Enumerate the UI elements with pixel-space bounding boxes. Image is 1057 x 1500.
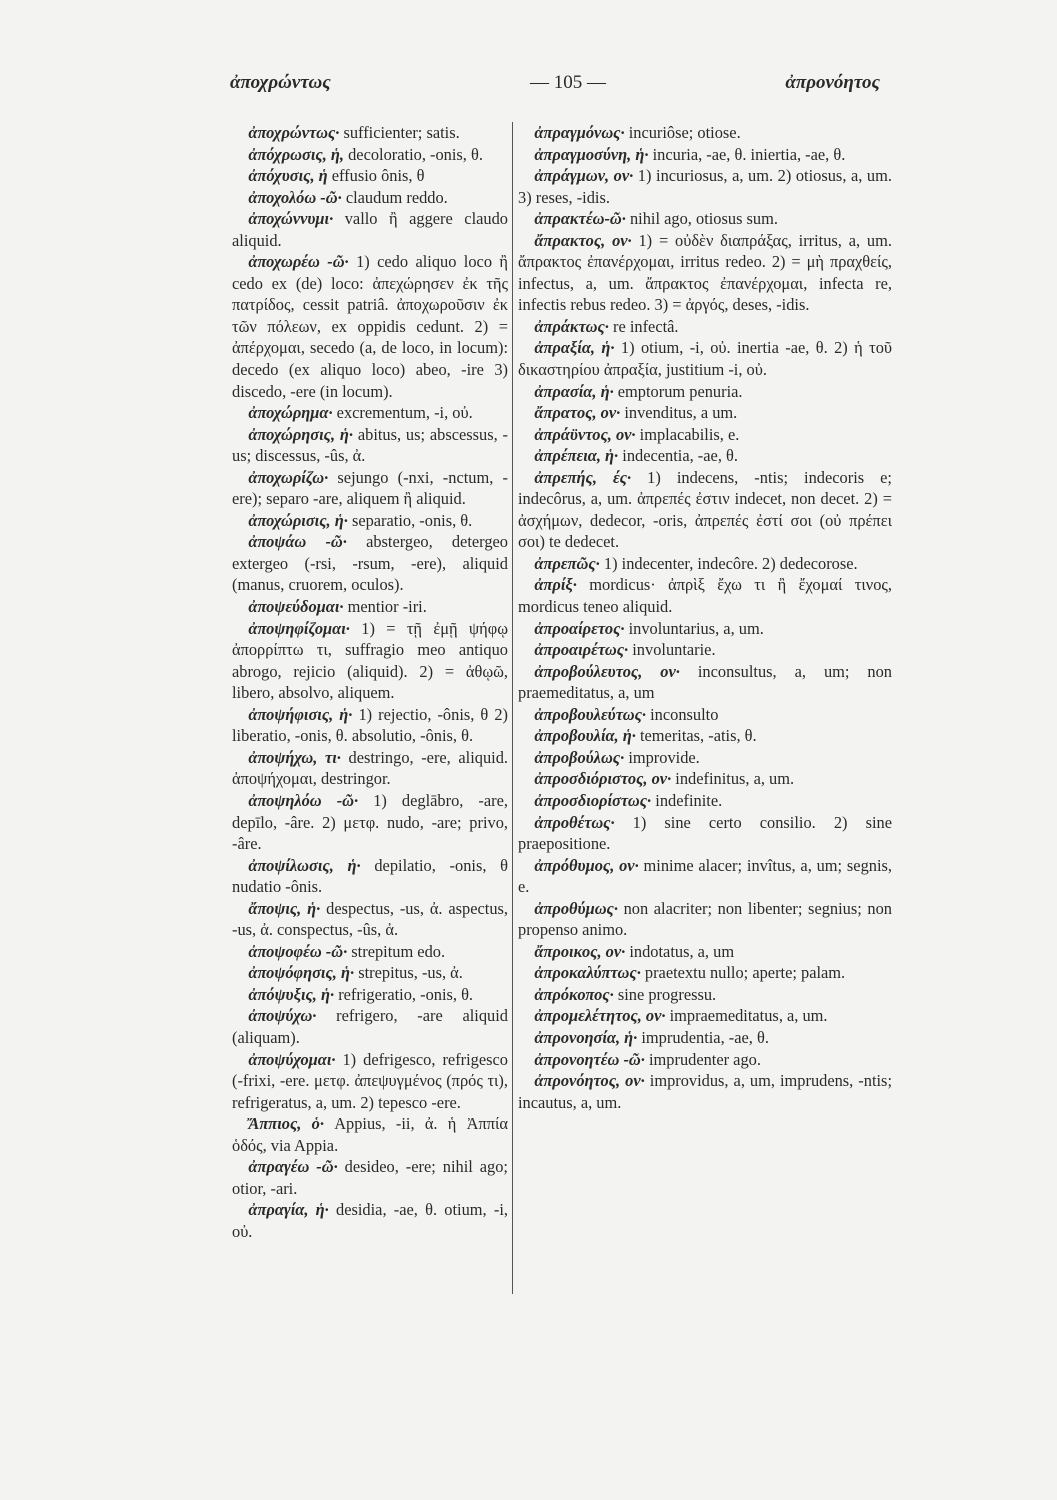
dictionary-entry	[518, 337, 892, 380]
entry-headword: ἀποχωρέω -ῶ·	[248, 252, 349, 272]
entry-headword: ἄποψις, ἡ·	[248, 898, 321, 918]
dictionary-entry	[518, 1005, 892, 1027]
entry-headword: ἀπραγία, ἡ·	[248, 1200, 329, 1220]
dictionary-entry	[232, 704, 508, 747]
entry-definition: re infectâ.	[613, 316, 679, 336]
entry-definition: despectus, -us, ἀ. aspectus, -us, ἀ. conspectus, -ûs, ἀ.	[232, 898, 508, 940]
entry-headword: ἀποχωρίζω·	[248, 467, 329, 487]
entry-definition: desidia, -ae, θ. otium, -i, οὐ.	[232, 1200, 508, 1241]
dictionary-entry	[232, 618, 508, 704]
column-divider	[512, 122, 513, 1294]
entry-definition: inconsulto	[650, 704, 719, 724]
entry-definition: invenditus, a um.	[624, 403, 738, 423]
dictionary-entry	[518, 574, 892, 617]
dictionary-entry	[232, 1156, 508, 1199]
entry-headword: ἀποψήφισις, ἡ·	[248, 704, 353, 724]
entry-definition: temeritas, -atis, θ.	[639, 726, 757, 746]
entry-headword: ἀπροβουλεύτως·	[534, 704, 646, 724]
entry-definition: Appius, -ii, ἀ. ἡ Ἀππία ὁδός, via Appia.	[232, 1114, 508, 1155]
dictionary-entry	[518, 962, 892, 984]
entry-headword: ἀποψηλόω -ῶ·	[248, 790, 359, 810]
dictionary-entry	[518, 704, 892, 726]
entry-headword: ἀπραγέω -ῶ·	[248, 1157, 338, 1177]
entry-definition: praetextu nullo; aperte; palam.	[644, 963, 846, 983]
dictionary-entry	[518, 381, 892, 403]
entry-definition: incuriôse; otiose.	[628, 123, 741, 142]
entry-definition: 1) = οὐδὲν διαπράξας, irritus, a, um. ἄπρακτος ἐπανέρχομαι, irritus redeo. 2) = μὴ πραχθείς, infectus, a, um. ἄπρακτος ἐπανέρχομαι, infecta re, infectis rebus redeo. 3) = ἀργός, deses, -idis.	[518, 230, 892, 315]
entry-headword: ἄπρατος, ον·	[534, 403, 621, 423]
entry-definition: strepitum edo.	[351, 941, 446, 961]
dictionary-entry	[518, 984, 892, 1006]
entry-headword: ἀπόχρωσις, ἡ,	[248, 144, 344, 164]
dictionary-entry	[518, 855, 892, 898]
dictionary-entry	[518, 208, 892, 230]
entry-definition: involuntarie.	[632, 640, 716, 660]
entry-headword: ἀποχώννυμι·	[248, 209, 334, 229]
entry-definition: mordicus· ἀπρὶξ ἔχω τι ἢ ἔχομαί τινος, mordicus teneo aliquid.	[518, 575, 892, 617]
dictionary-entry	[232, 962, 508, 984]
entry-definition: 1) indecens, -ntis; indecoris e; indecôrus, a, um. ἀπρεπές ἐστιν indecet, non decet. 2) = ἀσχήμων, dedecor, -oris, ἀπρεπές ἐστί σοι (οὐ πρέπει σοι) te dedecet.	[518, 467, 892, 552]
entry-headword: ἀπρίξ·	[534, 575, 577, 595]
entry-headword: ἀπόχυσις, ἡ	[248, 166, 328, 186]
dictionary-entry	[518, 898, 892, 941]
entry-definition: 1) defrigesco, refrigesco (-frixi, -ere. μετφ. ἀπεψυγμένος (πρός τι), refrigeratus, a, um. 2) tepesco -ere.	[232, 1049, 508, 1112]
entry-definition: 1) deglābro, -are, depīlo, -âre. 2) μετφ. nudo, -are; privo, -âre.	[232, 790, 508, 854]
entry-definition: 1) indecenter, indecôre. 2) dedecorose.	[603, 553, 858, 573]
entry-headword: ἀπρονόητος, ον·	[534, 1071, 645, 1091]
dictionary-entry	[518, 790, 892, 812]
entry-headword: ἀπρομελέτητος, ον·	[534, 1006, 666, 1026]
entry-headword: ἀποψήχω, τι·	[248, 747, 341, 767]
dictionary-entry	[518, 618, 892, 640]
header-left-guideword: ἀποχρώντως	[230, 72, 331, 93]
entry-headword: ἀποψύχω·	[248, 1006, 317, 1026]
entry-headword: ἀπράκτως·	[534, 316, 609, 336]
entry-headword: ἀπρασία, ἡ·	[534, 381, 614, 401]
dictionary-entry	[518, 1027, 892, 1049]
entry-definition: indefinite.	[655, 790, 723, 810]
dictionary-entry	[518, 144, 892, 166]
left-column	[232, 122, 508, 1242]
entry-definition: inconsultus, a, um; non praemeditatus, a, um	[518, 661, 892, 703]
dictionary-entry	[232, 898, 508, 941]
entry-definition: indecentia, -ae, θ.	[622, 446, 738, 466]
dictionary-entry	[518, 402, 892, 424]
entry-definition: 1) incuriosus, a, um. 2) otiosus, a, um. 3) reses, -idis.	[518, 166, 892, 207]
entry-headword: ἀποψηφίζομαι·	[248, 618, 350, 638]
entry-definition: imprudentia, -ae, θ.	[641, 1027, 769, 1047]
entry-headword: ἀπροσδιορίστως·	[534, 790, 652, 810]
entry-definition: depilatio, -onis, θ nudatio -ônis.	[232, 855, 508, 897]
dictionary-entry	[518, 1070, 892, 1113]
dictionary-entry	[518, 553, 892, 575]
entry-definition: non alacriter; non libenter; segnius; non propenso animo.	[518, 898, 892, 940]
entry-definition: improvide.	[628, 747, 700, 767]
entry-definition: 1) sine certo consilio. 2) sine praepositione.	[518, 812, 892, 854]
entry-headword: ἀπραγμόνως·	[534, 123, 625, 142]
page-header	[230, 72, 890, 102]
entry-headword: ἀποχρώντως·	[248, 123, 340, 142]
entry-headword: ἀπραγμοσύνη, ἡ·	[534, 144, 649, 164]
entry-headword: ἀποψίλωσις, ἡ·	[248, 855, 361, 875]
entry-headword: ἄπρακτος, ον·	[534, 230, 632, 250]
dictionary-entry	[232, 510, 508, 532]
entry-headword: ἀπρεπής, ές·	[534, 467, 632, 487]
dictionary-entry	[518, 122, 892, 144]
dictionary-entry	[518, 445, 892, 467]
entry-definition: imprudenter ago.	[648, 1049, 761, 1069]
dictionary-entry	[232, 531, 508, 596]
entry-definition: destringo, -ere, aliquid. ἀποψήχομαι, destringor.	[232, 747, 508, 789]
entry-definition: 1) = τῇ ἐμῇ ψήφῳ ἀπορρίπτω τι, suffragio meo antiquo abrogo, rejicio (aliquid). 2) = ἀθῳῶ, libero, absolvo, aliquem.	[232, 618, 508, 703]
entry-definition: decoloratio, -onis, θ.	[348, 144, 483, 164]
dictionary-entry	[518, 941, 892, 963]
entry-headword: ἀπρόθυμος, ον·	[534, 855, 639, 875]
dictionary-entry	[232, 984, 508, 1006]
entry-headword: ἀπρόκοπος·	[534, 984, 614, 1004]
dictionary-entry	[232, 467, 508, 510]
entry-definition: claudum reddo.	[345, 187, 448, 207]
entry-headword: ἀποψύχομαι·	[248, 1049, 336, 1069]
dictionary-entry	[232, 790, 508, 855]
dictionary-entry	[232, 941, 508, 963]
entry-headword: ἀποψοφέω -ῶ·	[248, 941, 348, 961]
entry-definition: vallo ἢ aggere claudo aliquid.	[232, 209, 508, 250]
entry-definition: implacabilis, e.	[639, 424, 740, 444]
entry-headword: ἀπρονοητέω -ῶ·	[534, 1049, 645, 1069]
dictionary-entry	[518, 424, 892, 446]
entry-definition: refrigero, -are aliquid (aliquam).	[232, 1006, 508, 1047]
dictionary-entry	[232, 1113, 508, 1156]
entry-headword: ἀποψόφησις, ἡ·	[248, 963, 355, 983]
dictionary-entry	[518, 768, 892, 790]
entry-headword: ἀποψεύδομαι·	[248, 597, 344, 617]
entry-headword: ἀπροθύμως·	[534, 898, 618, 918]
entry-definition: mentior -iri.	[347, 597, 427, 617]
entry-headword: ἀπραξία, ἡ·	[534, 338, 615, 358]
entry-headword: ἀπρακτέω-ῶ·	[534, 209, 626, 229]
dictionary-entry	[232, 1199, 508, 1242]
entry-definition: indefinitus, a, um.	[675, 769, 795, 789]
entry-definition: desideo, -ere; nihil ago; otior, -ari.	[232, 1157, 508, 1198]
entry-headword: ἀποχώρησις, ἡ·	[248, 424, 353, 444]
entry-definition: sine progressu.	[617, 984, 717, 1004]
entry-definition: emptorum penuria.	[617, 381, 743, 401]
entry-definition: 1) rejectio, -ônis, θ 2) liberatio, -onis, θ. absolutio, -ônis, θ.	[232, 704, 508, 746]
dictionary-entry	[518, 1049, 892, 1071]
entry-headword: ἀπρέπεια, ἡ·	[534, 446, 619, 466]
dictionary-entry	[232, 747, 508, 790]
dictionary-entry	[518, 725, 892, 747]
dictionary-entry	[518, 316, 892, 338]
entry-headword: ἀποψάω -ῶ·	[248, 532, 347, 552]
entry-headword: ἀπροβούλευτος, ον·	[534, 661, 680, 681]
right-column	[518, 122, 892, 1113]
page-number: — 105 —	[530, 72, 606, 93]
entry-definition: 1) otium, -i, οὐ. inertia -ae, θ. 2) ἡ τοῦ δικαστηρίου ἀπραξία, justitium -i, οὐ.	[518, 338, 893, 380]
entry-headword: ἀπράϋντος, ον·	[534, 424, 636, 444]
dictionary-entry	[232, 596, 508, 618]
entry-headword: ἀπροσδιόριστος, ον·	[534, 769, 672, 789]
entry-definition: involuntarius, a, um.	[628, 618, 764, 638]
entry-headword: ἀποχώρισις, ἡ·	[248, 510, 348, 530]
entry-headword: ἀπροθέτως·	[534, 812, 615, 832]
entry-headword: ἀποχολόω -ῶ·	[248, 187, 342, 207]
entry-headword: ἀπράγμων, ον·	[534, 166, 634, 186]
entry-definition: excrementum, -i, οὐ.	[336, 403, 473, 423]
dictionary-entry	[232, 165, 508, 187]
dictionary-entry	[518, 747, 892, 769]
entry-definition: nihil ago, otiosus sum.	[629, 209, 778, 229]
dictionary-entry	[232, 144, 508, 166]
dictionary-entry	[232, 187, 508, 209]
entry-definition: incuria, -ae, θ. iniertia, -ae, θ.	[652, 144, 846, 164]
entry-definition: sejungo (-nxi, -nctum, -ere); separo -are, aliquem ἢ aliquid.	[232, 467, 508, 509]
entry-headword: Ἄππιος, ὁ·	[248, 1114, 324, 1134]
entry-definition: abitus, us; abscessus, -us; discessus, -ûs, ἀ.	[232, 424, 508, 466]
entry-headword: ἄπροικος, ον·	[534, 941, 626, 961]
entry-definition: separatio, -onis, θ.	[351, 510, 473, 530]
dictionary-entry	[232, 208, 508, 251]
entry-headword: ἀπροαιρέτως·	[534, 640, 629, 660]
dictionary-entry	[518, 661, 892, 704]
entry-headword: ἀπροβούλως·	[534, 747, 625, 767]
header-right-guideword: ἀπρονόητος	[785, 72, 880, 93]
entry-headword: ἀπόψυξις, ἡ·	[248, 984, 335, 1004]
entry-definition: minime alacer; invîtus, a, um; segnis, e.	[518, 855, 892, 897]
dictionary-entry	[518, 639, 892, 661]
entry-definition: abstergeo, detergeo extergeo (-rsi, -rsum, -ere), aliquid (manus, cruorem, oculos).	[232, 532, 508, 595]
entry-definition: indotatus, a, um	[629, 941, 735, 961]
dictionary-entry	[232, 251, 508, 402]
dictionary-entry	[518, 165, 892, 208]
dictionary-entry	[232, 855, 508, 898]
entry-definition: impraemeditatus, a, um.	[669, 1006, 828, 1026]
entry-headword: ἀπροβουλία, ἡ·	[534, 726, 636, 746]
dictionary-entry	[518, 230, 892, 316]
entry-definition: improvidus, a, um, imprudens, -ntis; incautus, a, um.	[518, 1071, 892, 1112]
entry-headword: ἀποχώρημα·	[248, 403, 333, 423]
dictionary-entry	[232, 1049, 508, 1114]
entry-definition: refrigeratio, -onis, θ.	[338, 984, 474, 1004]
entry-headword: ἀπρονοησία, ἡ·	[534, 1027, 638, 1047]
entry-definition: strepitus, -us, ἀ.	[358, 963, 463, 983]
dictionary-entry	[232, 122, 508, 144]
entry-definition: 1) cedo aliquo loco ἢ cedo ex (de) loco: ἀπεχώρησεν ἐκ τῆς πατρίδος, cessit patriâ. ἀποχωροῦσιν ἐκ τῶν πόλεων, ex oppidis cedunt. 2) = ἀπέρχομαι, secedo (a, de loco, in locum): decedo (ex aliquo loco) abeo, -ire 3) discedo, -ere (in locum).	[232, 252, 508, 401]
dictionary-entry	[518, 812, 892, 855]
entry-definition: effusio ônis, θ	[331, 166, 425, 186]
dictionary-entry	[232, 424, 508, 467]
dictionary-entry	[232, 1005, 508, 1048]
dictionary-entry	[232, 402, 508, 424]
entry-headword: ἀπρεπῶς·	[534, 553, 600, 573]
entry-headword: ἀπροκαλύπτως·	[534, 963, 641, 983]
entry-definition: sufficienter; satis.	[343, 123, 460, 142]
dictionary-entry	[518, 467, 892, 553]
entry-headword: ἀπροαίρετος·	[534, 618, 625, 638]
